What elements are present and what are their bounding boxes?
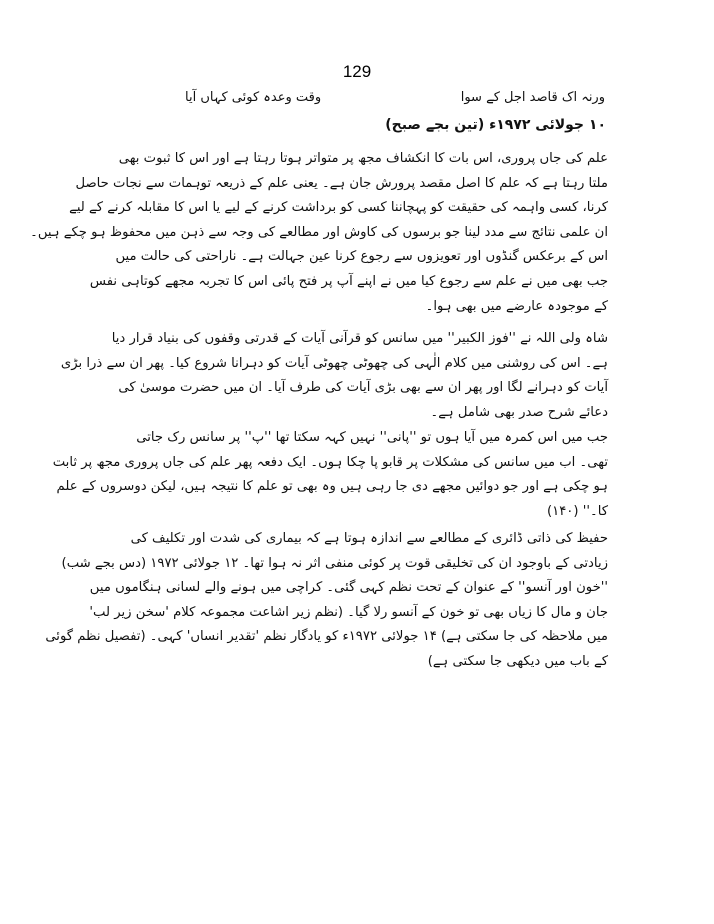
- paragraph-4: [45, 527, 608, 675]
- text-line: آیات کو دہرانے لگا اور پھر ان سے بھی بڑی آیات کی طرف آیا۔ ان میں حضرت موسیٰ کی: [118, 380, 608, 396]
- paragraph-3: [52, 426, 608, 524]
- text-line: علم کی جاں پروری، اس بات کا انکشاف مجھ پر متواتر ہوتا رہتا ہے اور اس کا ثبوت بھی: [118, 151, 608, 166]
- paragraph-2: [60, 327, 608, 425]
- text-line: زیادتی کے باوجود ان کی تخلیقی قوت پر کوئی منفی اثر نہ ہوا تھا۔ ۱۲ جولائی ۱۹۷۲ (دس بجے شب): [61, 555, 608, 571]
- text-line: جب بھی میں نے علم سے رجوع کیا میں نے اپنے آپ پر فتح پائی اس کا تجربہ مجھے کوتاہی نفس: [89, 273, 608, 289]
- text-line: ان علمی نتائج سے مدد لینا جو برسوں کی کاوش اور مطالعے کی وجہ سے ذہن میں محفوظ ہو چکے ہیں۔: [30, 224, 608, 240]
- text-line: تھی۔ اب میں سانس کی مشکلات پر قابو پا چکا ہوں۔ ایک دفعہ پھر علم کی جاں پروری مجھ پر ثابت: [52, 454, 608, 470]
- text-line: ملتا رہتا ہے کہ علم کا اصل مقصد پرورش جان ہے۔ یعنی علم کے ذریعہ توہمات سے نجات حاصل: [75, 175, 608, 191]
- text-line: کے موجودہ عارضے میں بھی ہوا۔: [425, 298, 608, 314]
- paragraph-1: [30, 147, 608, 319]
- text-line: کا۔'' (۱۴۰): [546, 503, 608, 519]
- verse-couplet: [185, 90, 605, 112]
- text-line: اس کے برعکس گنڈوں اور تعویزوں سے رجوع کرنا عین جہالت ہے۔ ناراحتی کی حالت میں: [115, 249, 608, 265]
- text-line: حفیظ کی ذاتی ڈائری کے مطالعے سے اندازہ ہوتا ہے کہ بیماری کی شدت اور تکلیف کی: [130, 531, 608, 546]
- page-number: 129: [342, 62, 372, 81]
- text-line: میں ملاحظہ کی جا سکتی ہے) ۱۴ جولائی ۱۹۷۲ء کو یادگار نظم 'تقدیر انساں' کہی۔ (تفصیل نظم گوئی: [45, 629, 608, 645]
- text-line: کے باب میں دیکھی جا سکتی ہے): [427, 653, 608, 669]
- text-line: جب میں اس کمرہ میں آیا ہوں تو ''پانی'' نہیں کہہ سکتا تھا ''پ'' پر سانس رک جاتی: [136, 430, 608, 445]
- verse-second-hemistich: وقت وعدہ کوئی کہاں آیا: [185, 90, 322, 105]
- text-line: ''خون اور آنسو'' کے عنوان کے تحت نظم کہی گئی۔ کراچی میں ہونے والے لسانی ہنگاموں میں: [89, 580, 608, 596]
- text-line: جان و مال کا زیاں بھی تو خون کے آنسو رلا گیا۔ (نظم زیر اشاعت مجموعہ کلام 'سخن زیر لب': [89, 604, 608, 620]
- text-line: شاہ ولی اللہ نے ''فوز الکبیر'' میں سانس کو قرآنی آیات کے قدرتی وقفوں کی بنیاد قرار دیا: [111, 331, 608, 346]
- text-line: دعائے شرح صدر بھی شامل ہے۔: [430, 404, 608, 420]
- verse-first-hemistich: ورنہ اک قاصد اجل کے سوا: [460, 90, 605, 105]
- diary-date-heading: ۱۰ جولائی ۱۹۷۲ء (تین بجے صبح): [385, 117, 606, 133]
- text-line: ہے۔ اس کی روشنی میں کلام الٰہی کی چھوٹی چھوٹی آیات کو دہرانا شروع کیا۔ پھر ان سے ذرا بڑی: [60, 355, 608, 371]
- text-line: ہو چکی ہے اور جو دوائیں مجھے دی جا رہی ہیں وہ بھی تو علم کا نتیجہ ہیں، لیکن دوسروں کے علم: [56, 479, 608, 495]
- text-line: کرنا، کسی واہمہ کی حقیقت کو پہچاننا کسی کو برداشت کرنے کے لیے یا اس کا مقابلہ کرنے کے لیے: [69, 200, 608, 216]
